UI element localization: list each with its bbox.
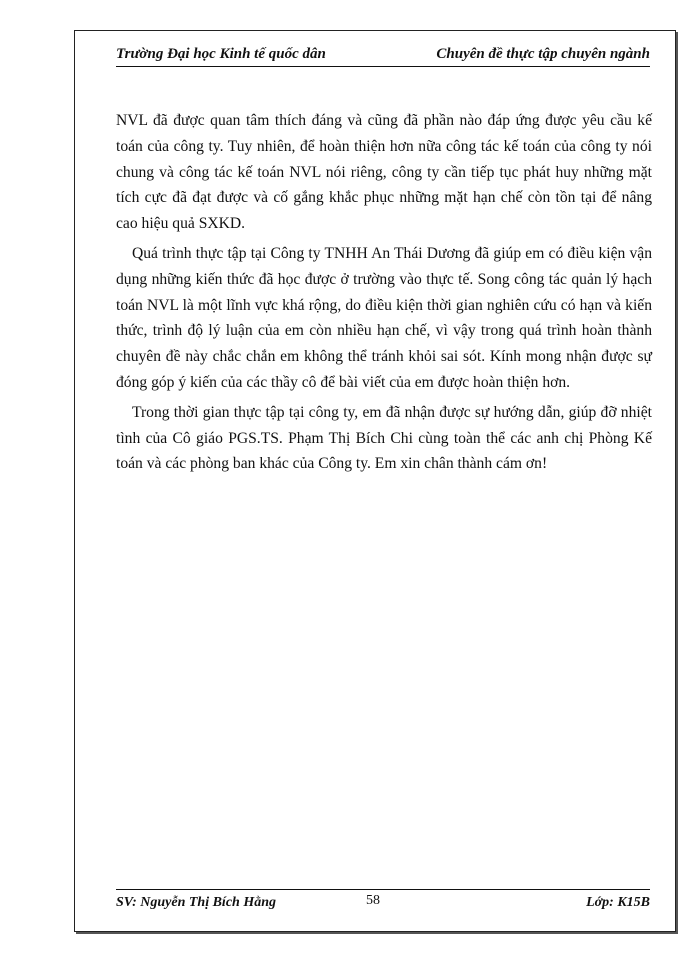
document-body	[116, 108, 652, 481]
paragraph-1: NVL đã được quan tâm thích đáng và cũng đã phần nào đáp ứng được yêu cầu kế toán của công ty. Tuy nhiên, để hoàn thiện hơn nữa công tác kế toán của công ty nói chung và công tác kế toán NVL nói riêng, công ty cần tiếp tục phát huy những mặt tích cực đã đạt được và cố gắng khắc phục những mặt hạn chế còn tồn tại để nâng cao hiệu quả SXKD.	[116, 112, 652, 233]
paragraph-3: Trong thời gian thực tập tại công ty, em đã nhận được sự hướng dẫn, giúp đỡ nhiệt tình của Cô giáo PGS.TS. Phạm Thị Bích Chi cùng toàn thể các anh chị Phòng Kế toán và các phòng ban khác của Công ty. Em xin chân thành cám ơn!	[116, 403, 652, 473]
header-university: Trường Đại học Kinh tế quốc dân	[116, 46, 326, 62]
footer-student-name: SV: Nguyễn Thị Bích Hằng	[116, 895, 276, 910]
footer-class: Lớp: K15B	[586, 895, 650, 910]
page-number: 58	[366, 893, 380, 908]
header-report-title: Chuyên đề thực tập chuyên ngành	[436, 46, 650, 62]
paragraph-2: Quá trình thực tập tại Công ty TNHH An Thái Dương đã giúp em có điều kiện vận dụng những kiến thức đã học được ở trường vào thực tế. Song công tác quản lý hạch toán NVL là một lĩnh vực khá rộng, do điều kiện thời gian nghiên cứu có hạn và kiến thức, trình độ lý luận của em còn nhiều hạn chế, vì vậy trong quá trình hoàn thành chuyên đề này chắc chắn em không thể tránh khỏi sai sót. Kính mong nhận được sự đóng góp ý kiến của các thầy cô để bài viết của em được hoàn thiện hơn.	[116, 244, 652, 391]
page-header	[116, 46, 650, 67]
page-footer	[116, 889, 650, 911]
